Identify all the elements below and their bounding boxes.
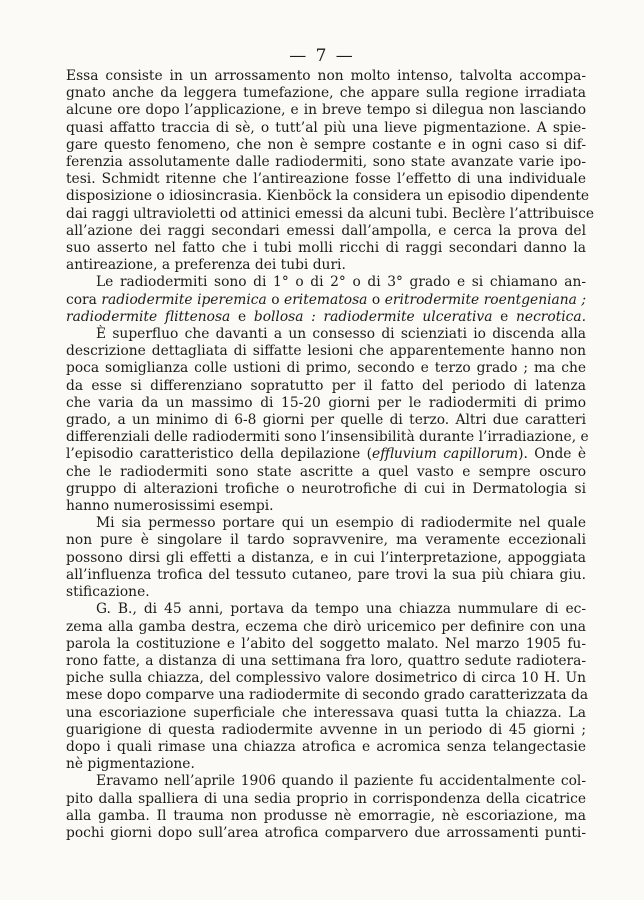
- text-line: dopo i quali rimase una chiazza atrofica e acromica senza telangectasie: [66, 738, 586, 755]
- text-span: descrizione dettagliata di siffatte lesioni che apparentemente hanno non: [66, 343, 586, 360]
- text-line: Essa consiste in un arrossamento non molto intenso, talvolta accompa-: [66, 68, 586, 84]
- text-line: stificazione.: [66, 584, 150, 601]
- text-span: ). Onde è: [518, 446, 586, 463]
- italic-term: radiodermite iperemica: [101, 291, 267, 308]
- text-line: Mi sia permesso portare qui un esempio di radiodermite nel quale: [96, 515, 586, 532]
- text-span: da esse si differenziano sopratutto per il fatto del periodo di latenza: [66, 377, 586, 394]
- text-line: ferenzia assolutamente dalle radiodermiti, sono state avanzate varie ipo-: [66, 154, 586, 171]
- italic-term: radiodermite flittenosa: [66, 308, 231, 325]
- text-line: [66, 309, 586, 326]
- paragraph-1: [66, 68, 595, 274]
- page-number: — 7 —: [289, 46, 355, 66]
- text-span: l’episodio caratteristico della depilazione (: [66, 446, 373, 463]
- text-line: all’azione dei raggi secondari emessi dall’ampolla, e cerca la prova del: [66, 222, 586, 239]
- text-line: [66, 360, 586, 377]
- text-span: che varia da un massimo di 15-20 giorni per le radiodermiti di primo: [66, 394, 586, 411]
- text-line: [66, 395, 586, 412]
- paragraph-4: [66, 515, 586, 601]
- text-line: suo asserto nel fatto che i tubi molli ricchi di raggi secondari danno la: [66, 240, 586, 257]
- text-line: [66, 429, 589, 446]
- text-line: pochi giorni dopo sull’area atrofica comparvero due arrossamenti punti-: [66, 824, 586, 841]
- text-line: antireazione, a preferenza dei tubi duri.: [66, 257, 346, 274]
- text-line: piche sulla chiazza, del complessivo valore dosimetrico di circa 10 H. Un: [66, 670, 586, 687]
- text-line: [66, 292, 586, 309]
- text-span: differenziali delle radiodermiti sono l’insensibilità durante l’irradiazione, e: [66, 429, 589, 446]
- text-line: G. B., di 45 anni, portava da tempo una chiazza nummulare di ec-: [96, 601, 586, 618]
- paragraph-5: [66, 601, 589, 773]
- italic-term: eritrodermite roentgeniana ;: [384, 291, 586, 308]
- text-span: grado, a un minimo di 6-8 giorni per quelle di terzo. Altri due caratteri: [66, 412, 586, 429]
- paragraph-3: [66, 326, 589, 515]
- text-span: o: [367, 291, 385, 308]
- text-span: cora: [66, 291, 102, 308]
- text-line: [66, 412, 586, 429]
- text-line: quasi affatto traccia di sè, o tutt’al più una lieve pigmentazione. A spie-: [66, 119, 586, 136]
- text-line: alcune ore dopo l’applicazione, e in breve tempo si dilegua non lasciando: [66, 102, 586, 119]
- body-text: [66, 68, 595, 842]
- text-line: gnato anche da leggera tumefazione, che appare sulla regione irradiata: [66, 85, 586, 102]
- text-line: nè pigmentazione.: [66, 756, 195, 773]
- text-line: pito dalla spalliera di una sedia proprio in corrispondenza della cicatrice: [66, 790, 586, 807]
- text-line: alla gamba. Il trauma non produsse nè emorragie, nè escoriazione, ma: [66, 807, 586, 824]
- text-line: all’influenza trofica del tessuto cutaneo, pare trovi la sua più chiara giu.: [66, 566, 586, 583]
- text-span: È superfluo che davanti a un consesso di scienziati io discenda alla: [96, 326, 586, 343]
- italic-term: necrotica.: [516, 308, 587, 325]
- text-line: disposizione o idiosincrasia. Kienböck la considera un episodio dipendente: [66, 188, 590, 205]
- text-line: [66, 446, 586, 463]
- text-line: [66, 481, 586, 498]
- text-line: [66, 274, 586, 291]
- text-line: gare questo fenomeno, che non è sempre costante e in ogni caso si dif-: [66, 136, 586, 153]
- text-span: poca somiglianza colle ustioni di primo, secondo e terzo grado ; ma che: [66, 360, 586, 377]
- italic-term: bollosa : radiodermite ulcerativa: [253, 308, 493, 325]
- text-span: o: [266, 291, 285, 308]
- text-span: e: [492, 308, 517, 325]
- text-line: [66, 326, 586, 343]
- text-span: e: [230, 308, 254, 325]
- text-line: guarigione di questa radiodermite avvenne in un periodo di 45 giorni ;: [66, 721, 586, 738]
- text-line: possono dirsi gli effetti a distanza, e in cui l’interpretazione, appoggiata: [66, 549, 586, 566]
- text-line: [66, 498, 586, 515]
- text-line: [66, 343, 586, 360]
- text-line: Eravamo nell’aprile 1906 quando il paziente fu accidentalmente col-: [96, 773, 586, 790]
- text-line: zema alla gamba destra, eczema che dirò uricemico per definire con una: [66, 618, 586, 635]
- text-span: che le radiodermiti sono state ascritte a quel vasto e sempre oscuro: [66, 463, 586, 480]
- paragraph-6: [66, 773, 586, 842]
- text-line: [66, 378, 586, 395]
- text-line: tesi. Schmidt ritenne che l’antireazione fosse l’effetto di una individuale: [66, 171, 586, 188]
- text-span: Le radiodermiti sono di 1° o di 2° o di 3° grado e si chiamano an-: [96, 274, 586, 291]
- text-span: gruppo di alterazioni trofiche o neurotrofiche di cui in Dermatologia si: [66, 480, 586, 497]
- text-span: hanno numerosissimi esempi.: [66, 498, 274, 515]
- italic-term: effluvium capillorum: [372, 446, 519, 463]
- text-line: mese dopo comparve una radiodermite di secondo grado caratterizzata da: [66, 687, 589, 704]
- text-line: rono fatte, a distanza di una settimana fra loro, quattro sedute radiotera-: [66, 652, 586, 669]
- text-line: dai raggi ultravioletti od attinici emessi da alcuni tubi. Beclère l’attribuisce: [66, 205, 595, 222]
- text-line: [66, 464, 586, 481]
- text-line: una escoriazione superficiale che interessava quasi tutta la chiazza. La: [66, 704, 586, 721]
- text-line: parola la costituzione e l’abito del soggetto malato. Nel marzo 1905 fu-: [66, 635, 586, 652]
- italic-term: eritematosa: [284, 291, 368, 308]
- text-line: non pure è singolare il tardo sopravvenire, ma veramente eccezionali: [66, 532, 586, 549]
- paragraph-2: [66, 274, 586, 326]
